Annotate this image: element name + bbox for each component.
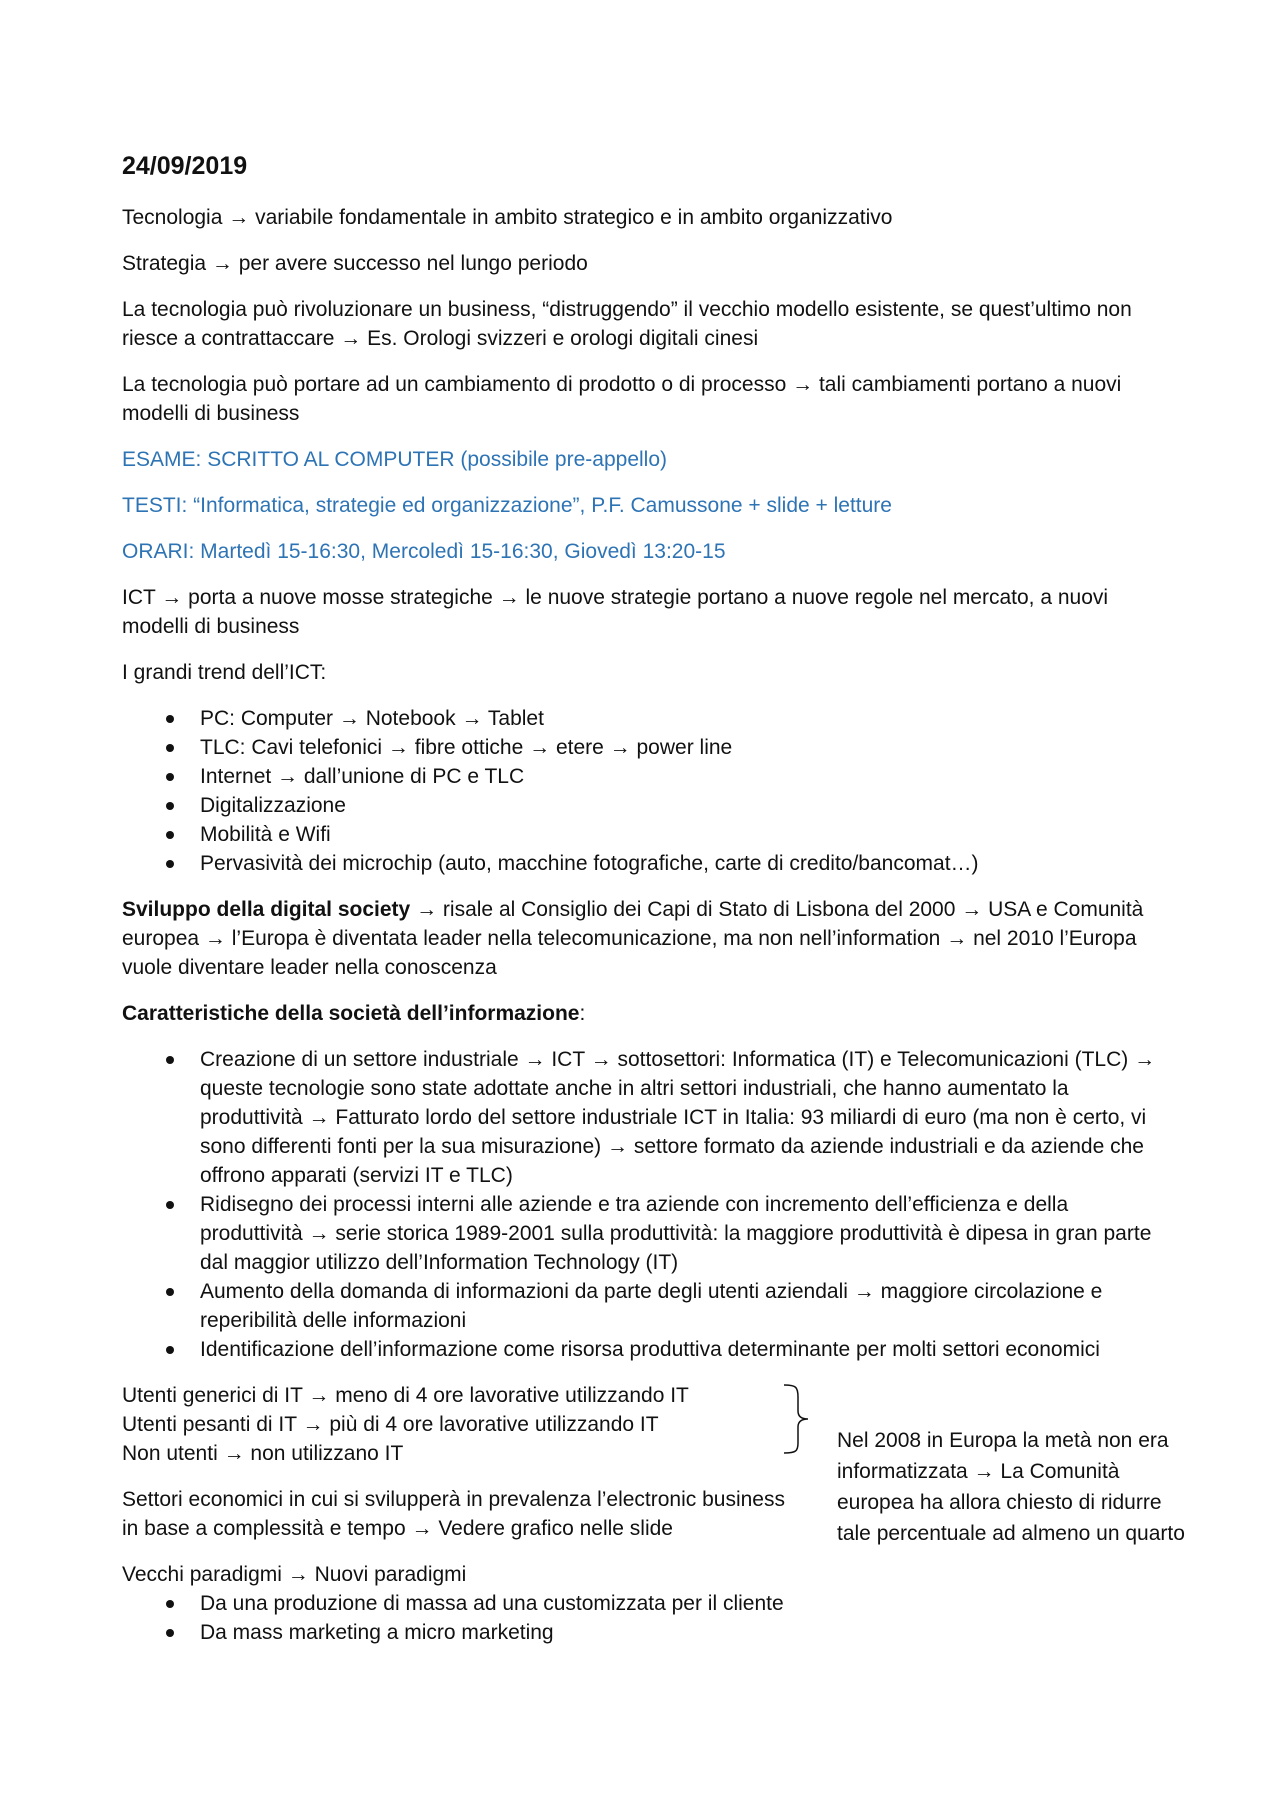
paragraph-tecnologia	[122, 203, 1162, 232]
document-body	[122, 150, 1185, 1647]
term: Strategia	[122, 251, 207, 275]
hours-info: ORARI: Martedì 15-16:30, Mercoledì 15-16:30, Giovedì 13:20-15	[122, 539, 726, 563]
term: ICT	[122, 585, 156, 609]
arrow-icon: →	[228, 205, 250, 229]
trends-list	[122, 704, 1162, 878]
paragraph-ict	[122, 583, 1162, 641]
text: le nuove strategie portano a nuove regole nel mercato, a nuovi modelli di business	[122, 585, 1109, 638]
text: porta a nuove mosse strategiche	[188, 585, 493, 609]
arrow-icon: →	[961, 897, 983, 921]
paragraph-strategia	[122, 249, 1162, 278]
text: La tecnologia può rivoluzionare un business, “distruggendo” il vecchio modello esistente, se quest’ultimo non riesce a contrattaccare	[122, 297, 1132, 350]
list-item: Creazione di un settore industriale → ICT → sottosettori: Informatica (IT) e Telecomunicazioni (TLC) → queste tecnologie sono state adottate anche in altri settori industriali, che hanno aumentato la produttività → Fatturato lordo del settore industriale ICT in Italia: 93 miliardi di euro (ma non è certo, vi sono differenti fonti per la sua misurazione) → settore formato da aziende industriali e da aziende che offrono apparati (servizi IT e TLC)	[122, 1045, 1162, 1190]
list-item: Mobilità e Wifi	[122, 820, 1162, 849]
text: l’Europa è diventata leader nella telecomunicazione, ma non nell’information	[231, 926, 941, 950]
user-line: Non utenti → non utilizzano IT	[122, 1441, 404, 1465]
features-list	[122, 1045, 1162, 1364]
users-lines	[122, 1381, 802, 1468]
list-item: PC: Computer → Notebook → Tablet	[122, 704, 1162, 733]
bold-term: Sviluppo della digital society	[122, 897, 411, 921]
list-item: TLC: Cavi telefonici → fibre ottiche → etere → power line	[122, 733, 1162, 762]
arrow-icon: →	[792, 372, 814, 396]
arrow-icon: →	[204, 926, 226, 950]
paragraph-cambiamento	[122, 370, 1162, 428]
definition: per avere successo nel lungo periodo	[238, 251, 588, 275]
list-item: Da una produzione di massa ad una customizzata per il cliente	[122, 1589, 1162, 1618]
brace-icon	[782, 1381, 812, 1457]
sectors-paragraph: Settori economici in cui si svilupperà in prevalenza l’electronic business in base a complessità e tempo → Vedere grafico nelle slide	[122, 1487, 785, 1540]
paragraph-rivoluzione	[122, 295, 1162, 353]
text: USA e Comunità europea	[122, 897, 1144, 950]
text: La tecnologia può portare ad un cambiamento di prodotto o di processo	[122, 372, 787, 396]
list-item: Aumento della domanda di informazioni da parte degli utenti aziendali → maggiore circolazione e reperibilità delle informazioni	[122, 1277, 1162, 1335]
colon: :	[579, 1001, 586, 1025]
texts-info: TESTI: “Informatica, strategie ed organizzazione”, P.F. Camussone + slide + letture	[122, 493, 892, 517]
arrow-icon: →	[340, 326, 362, 350]
users-section	[122, 1381, 1185, 1545]
definition: variabile fondamentale in ambito strategico e in ambito organizzativo	[255, 205, 893, 229]
date-heading: 24/09/2019	[122, 152, 248, 180]
text: risale al Consiglio dei Capi di Stato di Lisbona del 2000	[442, 897, 956, 921]
arrow-icon: →	[161, 585, 183, 609]
paradigms-list	[122, 1589, 1162, 1647]
term: Tecnologia	[122, 205, 223, 229]
text: Es. Orologi svizzeri e orologi digitali cinesi	[367, 326, 759, 350]
arrow-icon: →	[946, 926, 968, 950]
trends-intro: I grandi trend dell’ICT:	[122, 660, 327, 684]
exam-info: ESAME: SCRITTO AL COMPUTER (possibile pre-appello)	[122, 447, 667, 471]
text: nel 2010 l’Europa vuole diventare leader nella conoscenza	[122, 926, 1137, 979]
list-item: Digitalizzazione	[122, 791, 1162, 820]
list-item: Da mass marketing a micro marketing	[122, 1618, 1162, 1647]
bold-term: Caratteristiche della società dell’informazione	[122, 1001, 580, 1025]
list-item: Internet → dall’unione di PC e TLC	[122, 762, 1162, 791]
list-item: Ridisegno dei processi interni alle aziende e tra aziende con incremento dell’efficienza e della produttività → serie storica 1989-2001 sulla produttività: la maggiore produttività è dipesa in gran parte dal maggior utilizzo dell’Information Technology (IT)	[122, 1190, 1162, 1277]
user-line: Utenti pesanti di IT → più di 4 ore lavorative utilizzando IT	[122, 1412, 659, 1436]
paragraph-digital-society	[122, 895, 1162, 982]
paradigms-intro: Vecchi paradigmi → Nuovi paradigmi	[122, 1562, 467, 1586]
user-line: Utenti generici di IT → meno di 4 ore lavorative utilizzando IT	[122, 1383, 689, 1407]
text: tali cambiamenti portano a nuovi modelli di business	[122, 372, 1122, 425]
list-item: Identificazione dell’informazione come risorsa produttiva determinante per molti settori economici	[122, 1335, 1162, 1364]
arrow-icon: →	[416, 897, 438, 921]
side-note: Nel 2008 in Europa la metà non era informatizzata → La Comunità europea ha allora chiesto di ridurre tale percentuale ad almeno un quarto	[837, 1428, 1185, 1545]
users-column	[122, 1381, 802, 1543]
arrow-icon: →	[498, 585, 520, 609]
arrow-icon: →	[211, 251, 233, 275]
features-heading	[122, 999, 1162, 1028]
list-item: Pervasività dei microchip (auto, macchine fotografiche, carte di credito/bancomat…)	[122, 849, 1162, 878]
